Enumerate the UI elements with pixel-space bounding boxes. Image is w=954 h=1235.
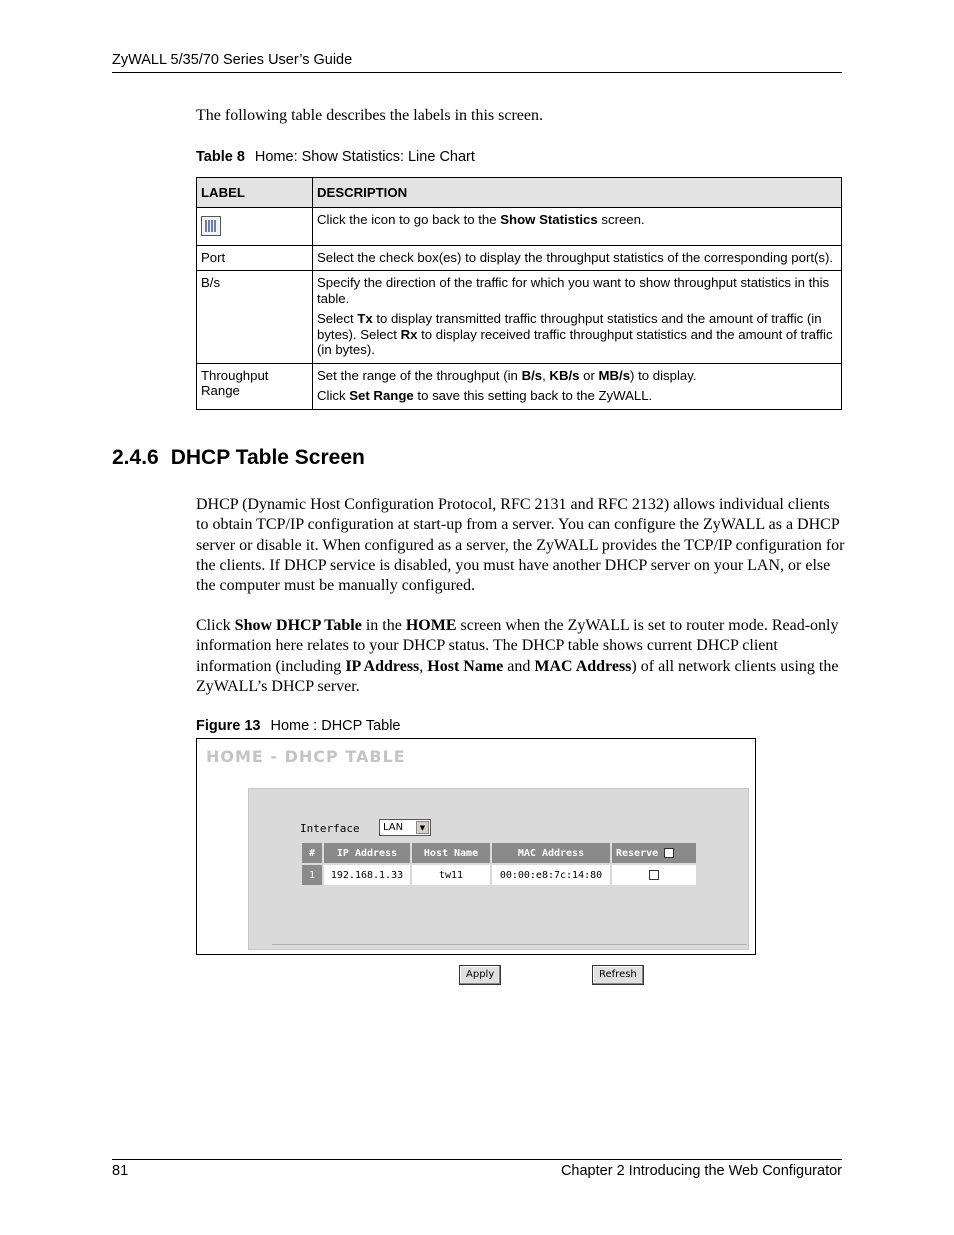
row-number: 1 (302, 863, 322, 885)
interface-select-value: LAN (383, 822, 404, 833)
body-paragraph-1: DHCP (Dynamic Host Configuration Protocol, RFC 2131 and RFC 2132) allows individual clients to obtain TCP/IP configuration at start-up from a server. You can configure the ZyWALL as a DHCP server or disable it. When configured as a server, the ZyWALL provides the TCP/IP configuration for the clients. If DHCP service is disabled, you must have another DHCP server on your LAN, or else the computer must be manually configured. (196, 496, 845, 595)
dhcp-client-table (300, 843, 698, 885)
label-description-table (196, 177, 842, 410)
row-reserve (612, 863, 696, 885)
reserve-checkbox[interactable] (649, 870, 659, 880)
section-title: DHCP Table Screen (170, 446, 365, 469)
panel-divider (272, 944, 747, 945)
col-ip-address: IP Address (324, 843, 410, 863)
refresh-button[interactable]: Refresh (592, 965, 644, 985)
table-header-row (197, 178, 842, 208)
apply-button[interactable]: Apply (459, 965, 501, 985)
table-caption (196, 149, 475, 165)
header-rule (112, 72, 842, 73)
intro-sentence: The following table describes the labels in this screen. (196, 107, 544, 124)
table-row (197, 245, 842, 271)
table-row (197, 208, 842, 246)
col-host-name: Host Name (412, 843, 490, 863)
screen-title: HOME - DHCP TABLE (206, 747, 406, 766)
chevron-down-icon[interactable]: ▼ (416, 821, 429, 834)
table-caption-text: Home: Show Statistics: Line Chart (254, 149, 475, 165)
footer-rule (112, 1159, 842, 1160)
description-column-header: DESCRIPTION (313, 178, 842, 208)
figure-caption (196, 718, 401, 734)
interface-select[interactable] (379, 819, 431, 836)
table-row (197, 271, 842, 364)
col-mac-address: MAC Address (492, 843, 610, 863)
calendar-grid-icon (201, 216, 221, 236)
row-description: Select the check box(es) to display the throughput statistics of the corresponding port(s). (313, 245, 842, 271)
figure-caption-text: Home : DHCP Table (270, 718, 401, 734)
table-row (302, 863, 696, 885)
figure-caption-label: Figure 13 (196, 718, 261, 734)
running-header: ZyWALL 5/35/70 Series User’s Guide (112, 52, 353, 68)
reserve-all-checkbox[interactable] (664, 848, 674, 858)
row-description: Click the icon to go back to the Show Statistics screen. (313, 208, 842, 246)
chapter-title: Chapter 2 Introducing the Web Configurator (560, 1163, 842, 1179)
row-description: Specify the direction of the traffic for which you want to show throughput statistics in this table. Select Tx to display transmitted traffic throughput statistics and the amount of traffic (in bytes). Select Rx to display received traffic throughput statistics and the amount of traffic (in bytes). (313, 271, 842, 364)
body-paragraph-2: Click Show DHCP Table in the HOME screen when the ZyWALL is set to router mode. Read-only information here relates to your DHCP status. The DHCP table shows current DHCP client information (including IP Address, Host Name and MAC Address) of all network clients using the ZyWALL’s DHCP server. (196, 617, 839, 695)
col-number: # (302, 843, 322, 863)
table-caption-label: Table 8 (196, 149, 245, 165)
label-column-header: LABEL (197, 178, 313, 208)
dhcp-table-header (302, 843, 696, 863)
interface-label: Interface (300, 822, 360, 835)
dhcp-panel (248, 788, 749, 980)
section-heading (112, 446, 365, 470)
row-label: Throughput Range (197, 363, 313, 409)
row-mac-address: 00:00:e8:7c:14:80 (492, 863, 610, 885)
page-number: 81 (112, 1163, 129, 1179)
col-reserve: Reserve (612, 843, 696, 863)
row-label (197, 208, 313, 246)
dhcp-table-screenshot (196, 738, 756, 980)
row-ip-address: 192.168.1.33 (324, 863, 410, 885)
row-host-name: tw11 (412, 863, 490, 885)
table-row (197, 363, 842, 409)
row-label: B/s (197, 271, 313, 364)
row-label: Port (197, 245, 313, 271)
section-number: 2.4.6 (112, 446, 159, 469)
row-description: Set the range of the throughput (in B/s, KB/s or MB/s) to display. Click Set Range to save this setting back to the ZyWALL. (313, 363, 842, 409)
